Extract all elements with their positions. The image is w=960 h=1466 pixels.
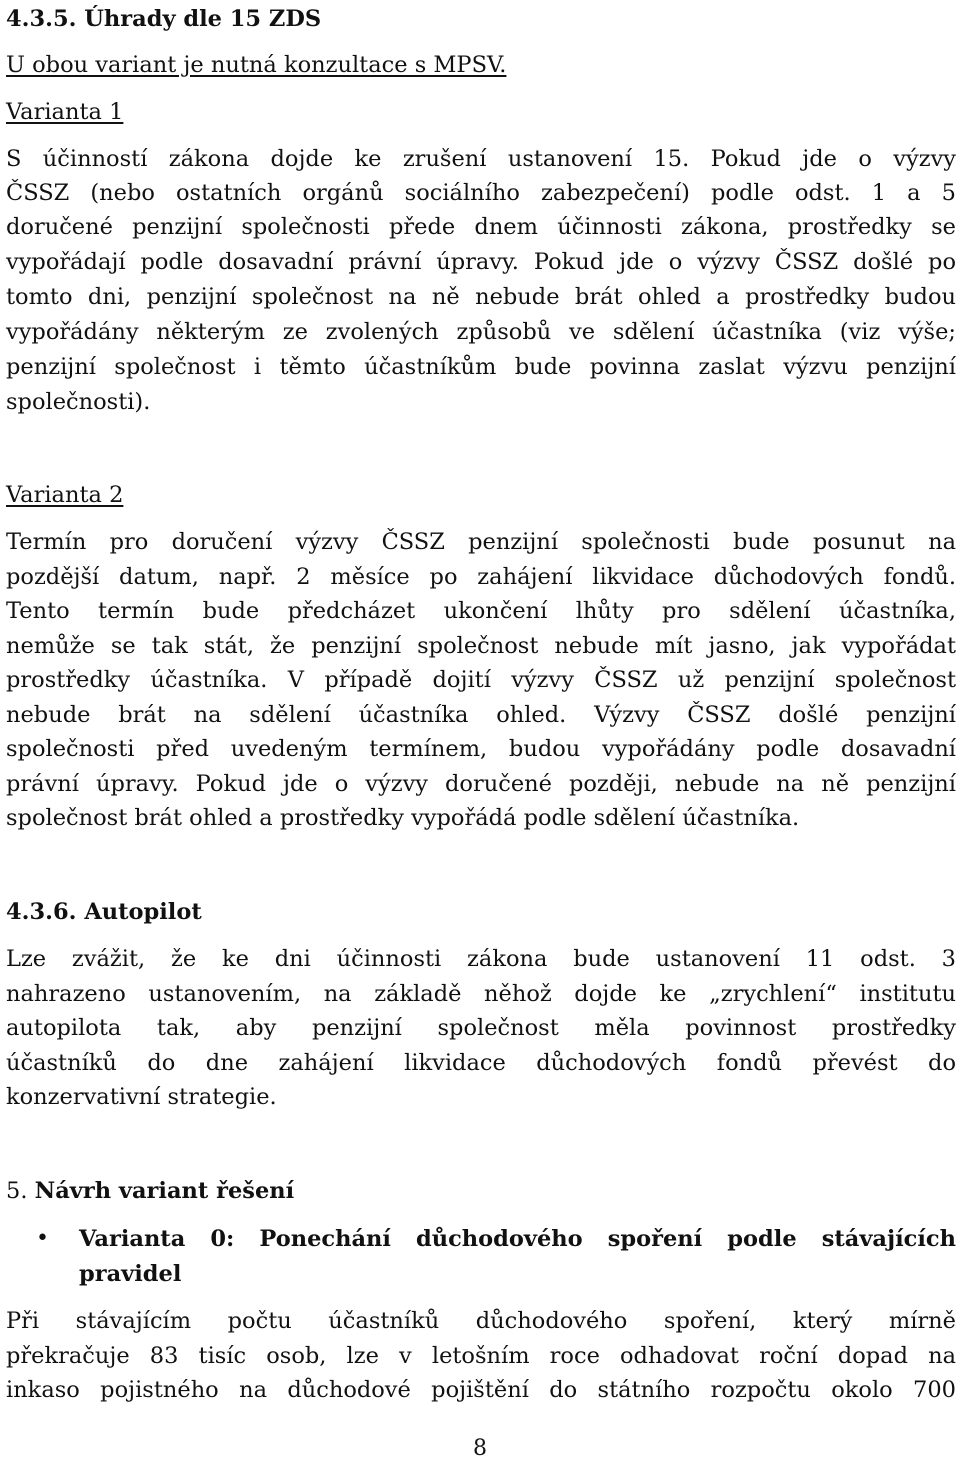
variant-1-line: společnosti). xyxy=(6,389,151,415)
variant-2-line: nemůže se tak stát, že penzijní společnost nebude mít jasno, jak vypořádat xyxy=(6,633,956,659)
variant-1-line: ČSSZ (nebo ostatních orgánů sociálního zabezpečení) podle odst. 1 a 5 xyxy=(6,180,956,206)
variant-2-line: nebude brát na sdělení účastníka ohled. Výzvy ČSSZ došlé penzijní xyxy=(6,702,956,728)
paragraph-line: překračuje 83 tisíc osob, lze v letošním roce odhadovat roční dopad na xyxy=(6,1343,956,1369)
paragraph-line: Při stávajícím počtu účastníků důchodového spoření, který mírně xyxy=(6,1308,956,1334)
variant-2-line: Tento termín bude předcházet ukončení lhůty pro sdělení účastníka, xyxy=(6,598,956,624)
autopilot-line: autopilota tak, aby penzijní společnost měla povinnost prostředky xyxy=(6,1015,956,1041)
page-number: 8 xyxy=(473,1436,487,1461)
section-heading-5 xyxy=(6,1174,294,1208)
section-number: 5. xyxy=(6,1178,28,1204)
consultation-note: U obou variant je nutná konzultace s MPSV. xyxy=(6,52,507,78)
section-heading-4-3-5: 4.3.5. Úhrady dle 15 ZDS xyxy=(6,6,322,32)
autopilot-line: nahrazeno ustanovením, na základě něhož dojde ke „zrychlení“ institutu xyxy=(6,981,956,1007)
variant-2-line: právní úpravy. Pokud jde o výzvy doručené později, nebude na ně penzijní xyxy=(6,771,956,797)
variant-1-line: vypořádány některým ze zvolených způsobů ve sdělení účastníka (viz výše; xyxy=(6,319,956,345)
variant-1-line: S účinností zákona dojde ke zrušení ustanovení 15. Pokud jde o výzvy xyxy=(6,146,956,172)
bullet-item-line: pravidel xyxy=(79,1261,182,1287)
variant-2-line: společnost brát ohled a prostředky vypořádá podle sdělení účastníka. xyxy=(6,805,800,831)
variant-2-line: pozdější datum, např. 2 měsíce po zahájení likvidace důchodových fondů. xyxy=(6,564,956,590)
section-title: Autopilot xyxy=(84,899,202,925)
variant-1-line: doručené penzijní společnosti přede dnem účinnosti zákona, prostředky se xyxy=(6,214,956,240)
section-heading-4-3-6 xyxy=(6,895,202,929)
bullet-icon: • xyxy=(36,1226,49,1251)
paragraph-line: inkaso pojistného na důchodové pojištění do státního rozpočtu okolo 700 xyxy=(6,1377,956,1403)
section-number: 4.3.6. xyxy=(6,899,77,925)
autopilot-line: Lze zvážit, že ke dni účinnosti zákona bude ustanovení 11 odst. 3 xyxy=(6,946,956,972)
bullet-item-line: Varianta 0: Ponechání důchodového spoření podle stávajících xyxy=(79,1226,956,1252)
variant-2-line: Termín pro doručení výzvy ČSSZ penzijní společnosti bude posunut na xyxy=(6,529,956,555)
variant-2-line: prostředky účastníka. V případě dojití výzvy ČSSZ už penzijní společnost xyxy=(6,667,956,693)
autopilot-line: účastníků do dne zahájení likvidace důchodových fondů převést do xyxy=(6,1050,956,1076)
autopilot-line: konzervativní strategie. xyxy=(6,1084,277,1110)
variant-1-line: penzijní společnost i těmto účastníkům bude povinna zaslat výzvu penzijní xyxy=(6,354,956,380)
variant-1-label: Varianta 1 xyxy=(6,99,124,125)
variant-2-label: Varianta 2 xyxy=(6,482,124,508)
variant-1-line: vypořádají podle dosavadní právní úpravy. Pokud jde o výzvy ČSSZ došlé po xyxy=(6,249,956,275)
variant-1-line: tomto dni, penzijní společnost na ně nebude brát ohled a prostředky budou xyxy=(6,284,956,310)
variant-2-line: společnosti před uvedeným termínem, budou vypořádány podle dosavadní xyxy=(6,736,956,762)
section-title: Návrh variant řešení xyxy=(34,1178,295,1204)
